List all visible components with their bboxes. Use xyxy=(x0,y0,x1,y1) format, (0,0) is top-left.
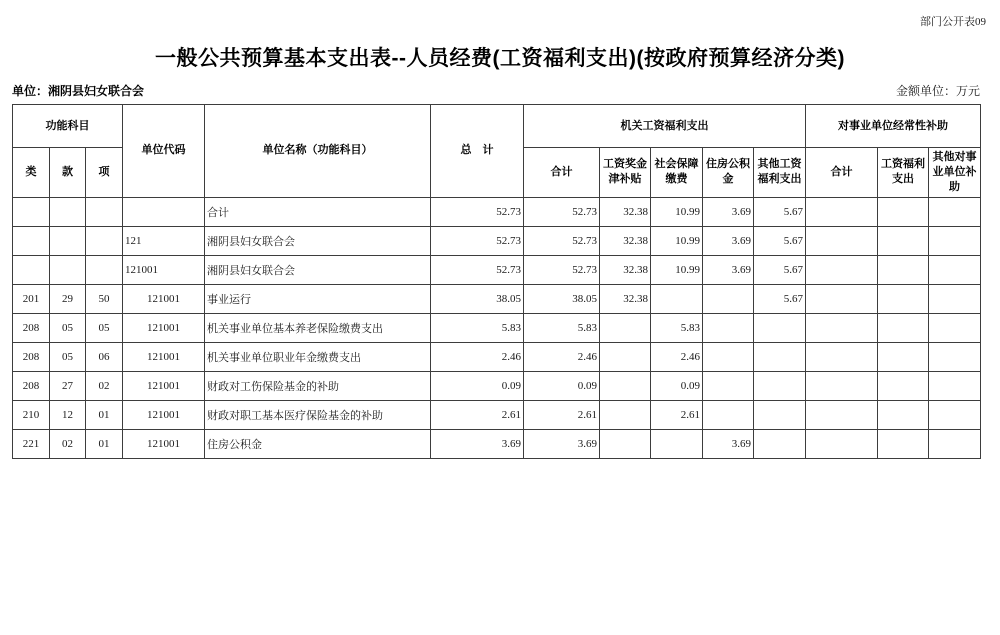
cell-func-item: 50 xyxy=(86,284,123,313)
header-social-security: 社会保障缴费 xyxy=(651,148,703,198)
cell-total: 52.73 xyxy=(431,197,524,226)
cell-housing-fund xyxy=(703,400,754,429)
header-org-wage-group: 机关工资福利支出 xyxy=(524,105,806,148)
cell-other-wage xyxy=(754,313,806,342)
cell-inst-wage xyxy=(878,197,929,226)
cell-total: 3.69 xyxy=(431,429,524,458)
cell-func-section: 05 xyxy=(50,313,86,342)
unit-label: 单位：湘阴县妇女联合会 xyxy=(12,84,145,98)
cell-unit-name: 事业运行 xyxy=(205,284,431,313)
cell-org-total: 2.61 xyxy=(524,400,600,429)
cell-wage-bonus xyxy=(600,429,651,458)
cell-func-item xyxy=(86,197,123,226)
cell-unit-code: 121001 xyxy=(123,429,205,458)
cell-unit-code: 121001 xyxy=(123,400,205,429)
cell-func-item: 02 xyxy=(86,371,123,400)
cell-total: 52.73 xyxy=(431,226,524,255)
cell-total: 0.09 xyxy=(431,371,524,400)
table-row xyxy=(13,197,981,226)
cell-unit-code: 121001 xyxy=(123,342,205,371)
cell-inst-wage xyxy=(878,429,929,458)
cell-unit-name: 机关事业单位职业年金缴费支出 xyxy=(205,342,431,371)
cell-other-wage xyxy=(754,342,806,371)
header-wage-bonus: 工资奖金津补贴 xyxy=(600,148,651,198)
cell-other-wage: 5.67 xyxy=(754,284,806,313)
cell-housing-fund xyxy=(703,342,754,371)
header-grand-total: 总 计 xyxy=(431,105,524,198)
cell-social-security: 10.99 xyxy=(651,226,703,255)
cell-org-total: 38.05 xyxy=(524,284,600,313)
cell-func-class xyxy=(13,226,50,255)
budget-table xyxy=(12,104,981,459)
cell-func-section: 02 xyxy=(50,429,86,458)
cell-org-total: 52.73 xyxy=(524,226,600,255)
cell-func-item xyxy=(86,226,123,255)
cell-inst-other xyxy=(929,226,981,255)
cell-social-security: 10.99 xyxy=(651,255,703,284)
cell-func-class: 208 xyxy=(13,342,50,371)
cell-social-security: 2.46 xyxy=(651,342,703,371)
cell-inst-total xyxy=(806,226,878,255)
cell-inst-wage xyxy=(878,226,929,255)
cell-func-section: 29 xyxy=(50,284,86,313)
header-func-section: 款 xyxy=(50,148,86,198)
header-unit-code: 单位代码 xyxy=(123,105,205,198)
cell-other-wage: 5.67 xyxy=(754,197,806,226)
cell-total: 2.46 xyxy=(431,342,524,371)
cell-inst-total xyxy=(806,313,878,342)
cell-inst-other xyxy=(929,313,981,342)
cell-func-item xyxy=(86,255,123,284)
cell-housing-fund: 3.69 xyxy=(703,197,754,226)
cell-func-class: 210 xyxy=(13,400,50,429)
document-sheet-label: 部门公开表09 xyxy=(920,16,986,28)
cell-wage-bonus: 32.38 xyxy=(600,284,651,313)
amount-unit-label: 金额单位：万元 xyxy=(895,84,980,98)
cell-housing-fund: 3.69 xyxy=(703,255,754,284)
cell-inst-wage xyxy=(878,342,929,371)
cell-wage-bonus: 32.38 xyxy=(600,197,651,226)
cell-social-security: 5.83 xyxy=(651,313,703,342)
cell-unit-name: 住房公积金 xyxy=(205,429,431,458)
cell-inst-wage xyxy=(878,255,929,284)
cell-total: 38.05 xyxy=(431,284,524,313)
cell-other-wage xyxy=(754,429,806,458)
cell-total: 5.83 xyxy=(431,313,524,342)
cell-wage-bonus xyxy=(600,371,651,400)
cell-social-security: 10.99 xyxy=(651,197,703,226)
cell-inst-wage xyxy=(878,284,929,313)
table-row xyxy=(13,429,981,458)
cell-unit-code: 121001 xyxy=(123,284,205,313)
cell-unit-name: 机关事业单位基本养老保险缴费支出 xyxy=(205,313,431,342)
header-inst-other: 其他对事业单位补助 xyxy=(929,148,981,198)
cell-inst-total xyxy=(806,255,878,284)
cell-housing-fund xyxy=(703,371,754,400)
header-housing-fund: 住房公积金 xyxy=(703,148,754,198)
cell-func-item: 01 xyxy=(86,400,123,429)
table-row xyxy=(13,226,981,255)
cell-func-section: 27 xyxy=(50,371,86,400)
table-row xyxy=(13,371,981,400)
cell-social-security xyxy=(651,429,703,458)
cell-inst-other xyxy=(929,400,981,429)
cell-inst-other xyxy=(929,255,981,284)
cell-func-section xyxy=(50,255,86,284)
cell-inst-total xyxy=(806,429,878,458)
cell-func-class xyxy=(13,255,50,284)
cell-other-wage: 5.67 xyxy=(754,255,806,284)
cell-func-section xyxy=(50,226,86,255)
header-org-total: 合计 xyxy=(524,148,600,198)
cell-unit-code: 121001 xyxy=(123,313,205,342)
cell-wage-bonus: 32.38 xyxy=(600,255,651,284)
cell-org-total: 52.73 xyxy=(524,197,600,226)
cell-func-class: 208 xyxy=(13,371,50,400)
cell-unit-name: 财政对职工基本医疗保险基金的补助 xyxy=(205,400,431,429)
header-func-class: 类 xyxy=(13,148,50,198)
table-body xyxy=(13,197,981,458)
cell-inst-total xyxy=(806,371,878,400)
cell-func-section: 05 xyxy=(50,342,86,371)
table-header xyxy=(13,105,981,198)
header-func-subject: 功能科目 xyxy=(13,105,123,148)
header-unit-name: 单位名称（功能科目） xyxy=(205,105,431,198)
cell-org-total: 0.09 xyxy=(524,371,600,400)
cell-inst-total xyxy=(806,342,878,371)
table-row xyxy=(13,255,981,284)
cell-func-item: 06 xyxy=(86,342,123,371)
cell-inst-other xyxy=(929,284,981,313)
cell-unit-name: 财政对工伤保险基金的补助 xyxy=(205,371,431,400)
cell-other-wage: 5.67 xyxy=(754,226,806,255)
cell-social-security: 0.09 xyxy=(651,371,703,400)
cell-unit-code: 121001 xyxy=(123,255,205,284)
cell-inst-total xyxy=(806,284,878,313)
meta-row xyxy=(12,82,980,99)
cell-social-security: 2.61 xyxy=(651,400,703,429)
cell-unit-code: 121 xyxy=(123,226,205,255)
table-row xyxy=(13,400,981,429)
header-other-wage: 其他工资福利支出 xyxy=(754,148,806,198)
cell-inst-other xyxy=(929,342,981,371)
cell-func-item: 05 xyxy=(86,313,123,342)
cell-org-total: 52.73 xyxy=(524,255,600,284)
cell-func-item: 01 xyxy=(86,429,123,458)
cell-housing-fund: 3.69 xyxy=(703,429,754,458)
cell-wage-bonus: 32.38 xyxy=(600,226,651,255)
table-row xyxy=(13,342,981,371)
cell-social-security xyxy=(651,284,703,313)
cell-func-class: 221 xyxy=(13,429,50,458)
cell-func-class xyxy=(13,197,50,226)
table-row xyxy=(13,313,981,342)
cell-org-total: 2.46 xyxy=(524,342,600,371)
cell-other-wage xyxy=(754,371,806,400)
cell-org-total: 5.83 xyxy=(524,313,600,342)
cell-unit-name: 湘阴县妇女联合会 xyxy=(205,226,431,255)
cell-inst-other xyxy=(929,371,981,400)
cell-func-class: 208 xyxy=(13,313,50,342)
header-inst-subsidy-group: 对事业单位经常性补助 xyxy=(806,105,981,148)
cell-inst-wage xyxy=(878,371,929,400)
cell-wage-bonus xyxy=(600,400,651,429)
cell-func-class: 201 xyxy=(13,284,50,313)
cell-housing-fund: 3.69 xyxy=(703,226,754,255)
header-inst-wage: 工资福利支出 xyxy=(878,148,929,198)
cell-unit-name: 合计 xyxy=(205,197,431,226)
cell-unit-name: 湘阴县妇女联合会 xyxy=(205,255,431,284)
cell-wage-bonus xyxy=(600,342,651,371)
cell-func-section: 12 xyxy=(50,400,86,429)
header-func-item: 项 xyxy=(86,148,123,198)
cell-inst-wage xyxy=(878,313,929,342)
cell-housing-fund xyxy=(703,284,754,313)
cell-total: 2.61 xyxy=(431,400,524,429)
cell-wage-bonus xyxy=(600,313,651,342)
page-title: 一般公共预算基本支出表--人员经费(工资福利支出)(按政府预算经济分类) xyxy=(155,47,845,70)
cell-unit-code: 121001 xyxy=(123,371,205,400)
cell-other-wage xyxy=(754,400,806,429)
cell-inst-other xyxy=(929,197,981,226)
cell-unit-code xyxy=(123,197,205,226)
cell-func-section xyxy=(50,197,86,226)
cell-housing-fund xyxy=(703,313,754,342)
header-inst-total: 合计 xyxy=(806,148,878,198)
cell-inst-other xyxy=(929,429,981,458)
cell-inst-wage xyxy=(878,400,929,429)
cell-inst-total xyxy=(806,400,878,429)
cell-total: 52.73 xyxy=(431,255,524,284)
cell-org-total: 3.69 xyxy=(524,429,600,458)
cell-inst-total xyxy=(806,197,878,226)
table-row xyxy=(13,284,981,313)
